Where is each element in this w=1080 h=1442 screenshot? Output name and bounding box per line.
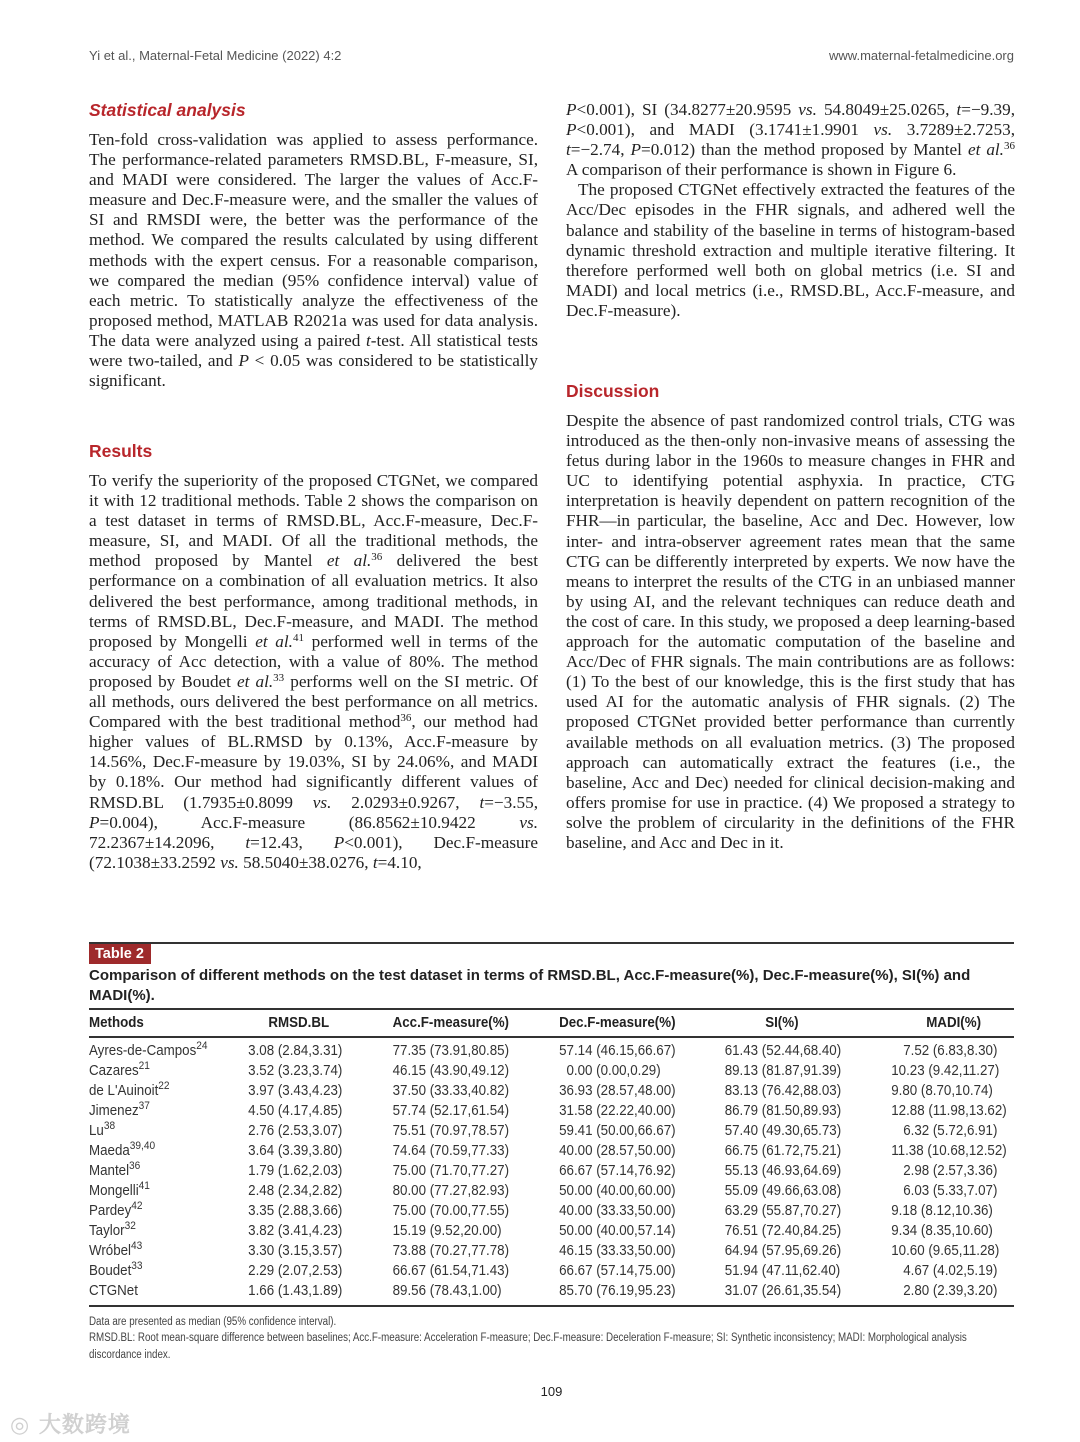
column-header: SI(%) [765, 1015, 799, 1031]
method-name: Cazares$^{21}$ [89, 1060, 150, 1079]
table-cell: 74.64 (70.59,77.33) [392, 1143, 510, 1159]
table-cell: 64.94 (57.95,69.26) [724, 1243, 842, 1259]
table-cell: 2.76 (2.53,3.07) [248, 1123, 343, 1139]
text-segment: 3.7289±2.7253, [892, 120, 1015, 140]
table-cell: 9.80 (8.70,10.74) [891, 1083, 993, 1099]
text-segment: 72.2367±14.2096, [89, 832, 246, 852]
text-segment: P [566, 120, 577, 140]
table-cell: 36.93 (28.57,48.00) [559, 1083, 676, 1099]
heading-results: Results [89, 441, 153, 461]
table-cell: 76.51 (72.40,84.25) [724, 1223, 842, 1239]
table-cell: 75.00 (70.00,77.55) [392, 1203, 510, 1219]
text-segment: =12.43, [250, 832, 334, 852]
text-segment: To verify the superiority of the proposed CTGNet, we compared it with 12 traditional methods. Table 2 shows the comparison on a test dataset in terms of RMSD.BL, Acc.F-measure, Dec.F-measure, SI, and MADI. Of all the traditional methods, the method proposed by Mantel [89, 471, 538, 571]
table-row [89, 1080, 993, 1101]
table-cell: 57.14 (46.15,66.67) [559, 1043, 676, 1059]
reference-sup: 36 [129, 1160, 141, 1172]
header-rule [89, 1036, 1014, 1038]
reference-sup: 22 [158, 1080, 170, 1092]
text-segment: =4.10, [377, 852, 422, 872]
method-name: Mongelli$^{41}$ [89, 1180, 150, 1199]
text-segment: t [566, 140, 571, 160]
table-cell: 3.35 (2.88,3.66) [248, 1203, 343, 1219]
reference-sup: 42 [131, 1200, 143, 1212]
table-cell: 89.56 (78.43,1.00) [392, 1283, 502, 1299]
text-segment: performs well on the SI metric. Of all methods, ours delivered the best performance on all metrics. Compared with the best traditional method [89, 671, 539, 732]
table-header-row [89, 1013, 982, 1033]
text-segment: P [89, 812, 100, 832]
table-cell: 89.13 (81.87,91.39) [724, 1063, 842, 1079]
table-cell: 40.00 (28.57,50.00) [559, 1143, 676, 1159]
text-segment: et al. [255, 631, 293, 651]
table-cell: 75.51 (70.97,78.57) [392, 1123, 510, 1139]
table-cell: 46.15 (43.90,49.12) [392, 1063, 510, 1079]
table-cell: 2.98 (2.57,3.36) [903, 1163, 998, 1179]
text-segment: et al. [326, 551, 372, 571]
table-cell: 77.35 (73.91,80.85) [392, 1043, 510, 1059]
reference-sup: 24 [196, 1040, 208, 1052]
table-cell: 57.74 (52.17,61.54) [392, 1103, 510, 1119]
journal-url: www.maternal-fetalmedicine.org [829, 48, 1014, 63]
text-segment: -test. All statistical tests were two-tailed, and [89, 330, 538, 371]
method-name: CTGNet [89, 1283, 138, 1299]
text-segment: P [238, 351, 249, 371]
table-row [89, 1260, 998, 1281]
text-segment: =0.012) than the method proposed by Mantel [641, 140, 968, 160]
paragraph-statistical [89, 130, 538, 391]
table-cell: 51.94 (47.11,62.40) [724, 1263, 841, 1279]
table-row [89, 1220, 993, 1241]
text-segment: t [479, 792, 485, 812]
table-cell: 12.88 (11.98,13.62) [891, 1103, 1007, 1119]
paragraph-ctgnet [566, 180, 1015, 321]
column-header: Acc.F-measure(%) [392, 1015, 509, 1031]
text-segment: P [566, 100, 577, 119]
text-segment: 41 [292, 631, 304, 644]
table-cell: 10.23 (9.42,11.27) [891, 1063, 1000, 1079]
text-segment: Ten-fold cross-validation was applied to assess performance. The performance-related parameters RMSD.BL, F-measure, SI, and MADI were considered. The larger the values of Acc.F-measure and Dec.F-measure were, and the smaller the values of SI and RMSDI were, the better was the performance of the method. We compared the results calculated by using different methods with the expert census. For a reasonable comparison, we compared the median (95% confidence interval) value of each metric. To statistically analyze the effectiveness of the proposed method, MATLAB R2021a was used for data analysis. The data were analyzed using a paired [89, 130, 538, 350]
table-cell: 50.00 (40.00,60.00) [559, 1183, 676, 1199]
text-segment: t [365, 330, 371, 350]
page-number: 109 [540, 1384, 563, 1399]
table-cell: 50.00 (40.00,57.14) [559, 1223, 676, 1239]
text-segment: 54.8049±25.0265, [816, 100, 957, 119]
table-cell: 66.67 (61.54,71.43) [392, 1263, 510, 1279]
table-cell: 9.34 (8.35,10.60) [891, 1223, 993, 1239]
table-cell: 55.13 (46.93,64.69) [724, 1163, 842, 1179]
column-header: Methods [89, 1015, 144, 1031]
table-bottom-rule [89, 1305, 1014, 1307]
table-cell: 2.48 (2.34,2.82) [248, 1183, 343, 1199]
text-segment: vs. [220, 852, 239, 872]
table-cell: 46.15 (33.33,50.00) [559, 1243, 676, 1259]
text-segment: P [630, 140, 642, 160]
text-segment: vs. [519, 812, 538, 832]
reference-sup: 39,40 [129, 1140, 156, 1152]
table-cell: 73.88 (70.27,77.78) [392, 1243, 510, 1259]
paragraph-results-cont [566, 100, 1015, 180]
text-segment: , our method had higher values of BL.RMSD by 0.13%, Acc.F-measure by 14.56%, Dec.F-measure by 19.03%, SI by 24.06%, and MADI by 0.18%. Our method had significantly different values of RMSD.BL (1.7935±0.8099 [89, 712, 538, 812]
table-cell: 55.09 (49.66,63.08) [724, 1183, 842, 1199]
table-cell: 15.19 (9.52,20.00) [392, 1223, 502, 1239]
watermark-logo: ◎ 大数跨境 [10, 1413, 131, 1438]
table-cell: 10.60 (9.65,11.28) [891, 1243, 1000, 1259]
left-column-1 [89, 130, 538, 391]
text-segment: 36 [400, 712, 412, 725]
table-cell: 1.66 (1.43,1.89) [248, 1283, 343, 1299]
table-cell: 31.58 (22.22,40.00) [559, 1103, 676, 1119]
column-header: RMSD.BL [268, 1015, 330, 1031]
table-cell: 6.32 (5.72,6.91) [903, 1123, 998, 1139]
table-cell: 40.00 (33.33,50.00) [559, 1203, 676, 1219]
table-cell: 59.41 (50.00,66.67) [559, 1123, 676, 1139]
method-name: Pardey$^{42}$ [89, 1200, 143, 1219]
table-cell: 63.29 (55.87,70.27) [724, 1203, 842, 1219]
column-header: Dec.F-measure(%) [559, 1015, 676, 1031]
text-segment: Despite the absence of past randomized control trials, CTG was introduced as the then-only non-invasive means of assessing the fetus during labor in the 1960s to measure changes in FHR and UC to identifying potential asphyxia. In practice, CTG interpretation is heavily dependent on pattern recognition of the FHR—in particular, the baseline, Acc and Dec. However, low inter- and intra-observer agreement rates mean that the same CTG can be differently interpreted by experts. We now have the means to interpret the results of the CTG in an unbiased manner by using AI, and the relevant techniques can reduce death and the cost of care. In this study, we proposed a deep learning-based approach for the automatic computation of the baseline and Acc/Dec of FHR signals. The main contributions are as follows: (1) To the best of our knowledge, this is the first study that has used AI for the automatic analysis of FHR signals. (2) The proposed CTGNet provided better performance than currently available methods on all evaluation metrics. (3) The proposed approach can automatically extract the features (i.e., the baseline, Acc and Dec) needed for clinical decision-making and offers promise for use in practice. (4) We proposed a strategy to solve the problem of circularity in the definitions of the FHR baseline, and Acc and Dec in it. [566, 411, 1015, 852]
method-name: Ayres-de-Campos$^{24}$ [89, 1040, 208, 1059]
table-cell: 66.67 (57.14,75.00) [559, 1263, 676, 1279]
table-cell: 4.67 (4.02,5.19) [903, 1263, 998, 1279]
text-segment: P [333, 832, 345, 852]
table-row [89, 1281, 998, 1301]
text-segment: <0.001), Dec.F-measure (72.1038±33.2592 [89, 832, 538, 872]
table-cell: 75.00 (71.70,77.27) [392, 1163, 510, 1179]
text-segment: delivered the best performance on a combination of all evaluation metrics. It also delivered the best performance, among traditional methods, in terms of RMSD.BL, Dec.F-measure, and MADI. The method proposed by Mongelli [89, 551, 538, 651]
table-top-rule [89, 942, 1014, 944]
table-cell: 11.38 (10.68,12.52) [891, 1143, 1007, 1159]
paragraph-discussion [566, 411, 1015, 853]
table-cell: 2.80 (2.39,3.20) [903, 1283, 998, 1299]
table-cell: 37.50 (33.33,40.82) [392, 1083, 510, 1099]
method-name: de L'Auinoit$^{22}$ [89, 1080, 170, 1099]
table-cell: 3.64 (3.39,3.80) [248, 1143, 343, 1159]
text-segment: <0.001), SI (34.8277±20.9595 [576, 100, 799, 119]
method-name: Lu$^{38}$ [89, 1120, 116, 1139]
table-row [89, 1180, 998, 1201]
text-segment: The proposed CTGNet effectively extracted the features of the Acc/Dec episodes in the FHR signals, and adhered well the balance and stability of the baseline in terms of histogram-based dynamic threshold extraction and multiple iterative filtering. It therefore performed well both on global metrics (i.e. SI and MADI) and local metrics (i.e., RMSD.BL, Acc.F-measure, and Dec.F-measure). [566, 180, 1015, 320]
method-name: Taylor$^{32}$ [89, 1220, 136, 1239]
table-row [89, 1140, 1007, 1161]
method-name: Maeda$^{39,40}$ [89, 1140, 156, 1159]
caption-rule [89, 1008, 1014, 1010]
table-cell: 3.30 (3.15,3.57) [248, 1243, 343, 1259]
text-segment: =−3.55, [484, 792, 538, 812]
reference-sup: 37 [138, 1100, 150, 1112]
heading-discussion: Discussion [566, 381, 660, 401]
table-cell: 3.97 (3.43,4.23) [248, 1083, 343, 1099]
table-cell: 9.18 (8.12,10.36) [891, 1203, 993, 1219]
table-label: Table 2 [89, 944, 151, 964]
text-segment: performed well in terms of the accuracy of Acc detection, with a value of 80%. The method proposed by Boudet [89, 631, 539, 691]
table-cell: 66.67 (57.14,76.92) [559, 1163, 676, 1179]
text-segment: t [956, 100, 962, 119]
table-row [89, 1160, 998, 1181]
heading-statistical-analysis: Statistical analysis [89, 100, 246, 120]
table-note-1: Data are presented as median (95% confidence interval). [89, 1316, 337, 1328]
text-segment: 36 [371, 551, 383, 564]
text-segment: =−9.39, [961, 100, 1016, 119]
table-cell: 3.08 (2.84,3.31) [248, 1043, 343, 1059]
table-cell: 2.29 (2.07,2.53) [248, 1263, 343, 1279]
method-name: Jimenez$^{37}$ [89, 1100, 150, 1119]
table-cell: 3.52 (3.23,3.74) [248, 1063, 343, 1079]
right-column-1 [566, 100, 1015, 321]
text-segment: <0.001), and MADI (3.1741±1.9901 [576, 120, 874, 140]
running-header: Yi et al., Maternal-Fetal Medicine (2022) 4:2 [89, 48, 342, 63]
text-segment: =−2.74, [570, 140, 631, 160]
table-cell: 61.43 (52.44,68.40) [724, 1043, 842, 1059]
table-cell: 86.79 (81.50,89.93) [724, 1103, 842, 1119]
reference-sup: 33 [131, 1260, 143, 1272]
table-cell: 0.00 (0.00,0.29) [566, 1063, 661, 1079]
text-segment: < 0.05 was considered to be statistically significant. [89, 351, 538, 391]
table-cell: 57.40 (49.30,65.73) [724, 1123, 842, 1139]
text-segment: et al. [237, 671, 274, 691]
table-row [89, 1240, 1000, 1261]
table-cell: 80.00 (77.27,82.93) [392, 1183, 510, 1199]
text-segment: 36 [1003, 140, 1015, 153]
table-caption: Comparison of different methods on the test dataset in terms of RMSD.BL, Acc.F-measure(%), Dec.F-measure(%), SI(%) and MADI(%). [89, 967, 971, 1004]
table-cell: 1.79 (1.62,2.03) [248, 1163, 343, 1179]
paragraph-results [89, 471, 538, 873]
text-segment: A comparison of their performance is shown in Figure 6. [566, 160, 957, 180]
table-row [89, 1060, 1000, 1081]
table-row [89, 1100, 1007, 1121]
table-cell: 85.70 (76.19,95.23) [559, 1283, 676, 1299]
method-name: Mantel$^{36}$ [89, 1160, 141, 1179]
reference-sup: 32 [124, 1220, 136, 1232]
table-cell: 66.75 (61.72,75.21) [724, 1143, 842, 1159]
text-segment: vs. [312, 792, 332, 812]
table-cell: 6.03 (5.33,7.07) [903, 1183, 998, 1199]
reference-sup: 41 [138, 1180, 150, 1192]
text-segment: 58.5040±38.0276, [238, 852, 373, 872]
column-header: MADI(%) [926, 1015, 982, 1031]
table-row [89, 1040, 998, 1061]
text-segment: 33 [273, 671, 285, 684]
reference-sup: 21 [138, 1060, 150, 1072]
text-segment: 2.0293±0.9267, [331, 792, 480, 812]
table-cell: 4.50 (4.17,4.85) [248, 1103, 343, 1119]
text-segment: t [372, 852, 378, 872]
table-cell: 83.13 (76.42,88.03) [724, 1083, 842, 1099]
table-cell: 7.52 (6.83,8.30) [903, 1043, 998, 1059]
table-row [89, 1120, 998, 1141]
reference-sup: 38 [103, 1120, 116, 1132]
table-cell: 3.82 (3.41,4.23) [248, 1223, 343, 1239]
text-segment: vs. [873, 120, 893, 140]
text-segment: =0.004), Acc.F-measure (86.8562±10.9422 [99, 812, 520, 832]
text-segment: vs. [798, 100, 817, 119]
table-row [89, 1200, 993, 1221]
text-segment: t [245, 832, 251, 852]
text-segment: et al. [967, 140, 1004, 160]
method-name: Boudet$^{33}$ [89, 1260, 143, 1279]
reference-sup: 43 [131, 1240, 143, 1252]
left-column-2 [89, 471, 538, 873]
table-cell: 31.07 (26.61,35.54) [724, 1283, 842, 1299]
right-column-2 [566, 411, 1015, 853]
table-note-2: RMSD.BL: Root mean-square difference between baselines; Acc.F-measure: Acceleration F-measure; Dec.F-measure: Deceleration F-measure; SI: Synthetic inconsistency; MADI: Morphological analysis discordance index. [89, 1332, 967, 1361]
method-name: Wróbel$^{43}$ [89, 1240, 143, 1259]
